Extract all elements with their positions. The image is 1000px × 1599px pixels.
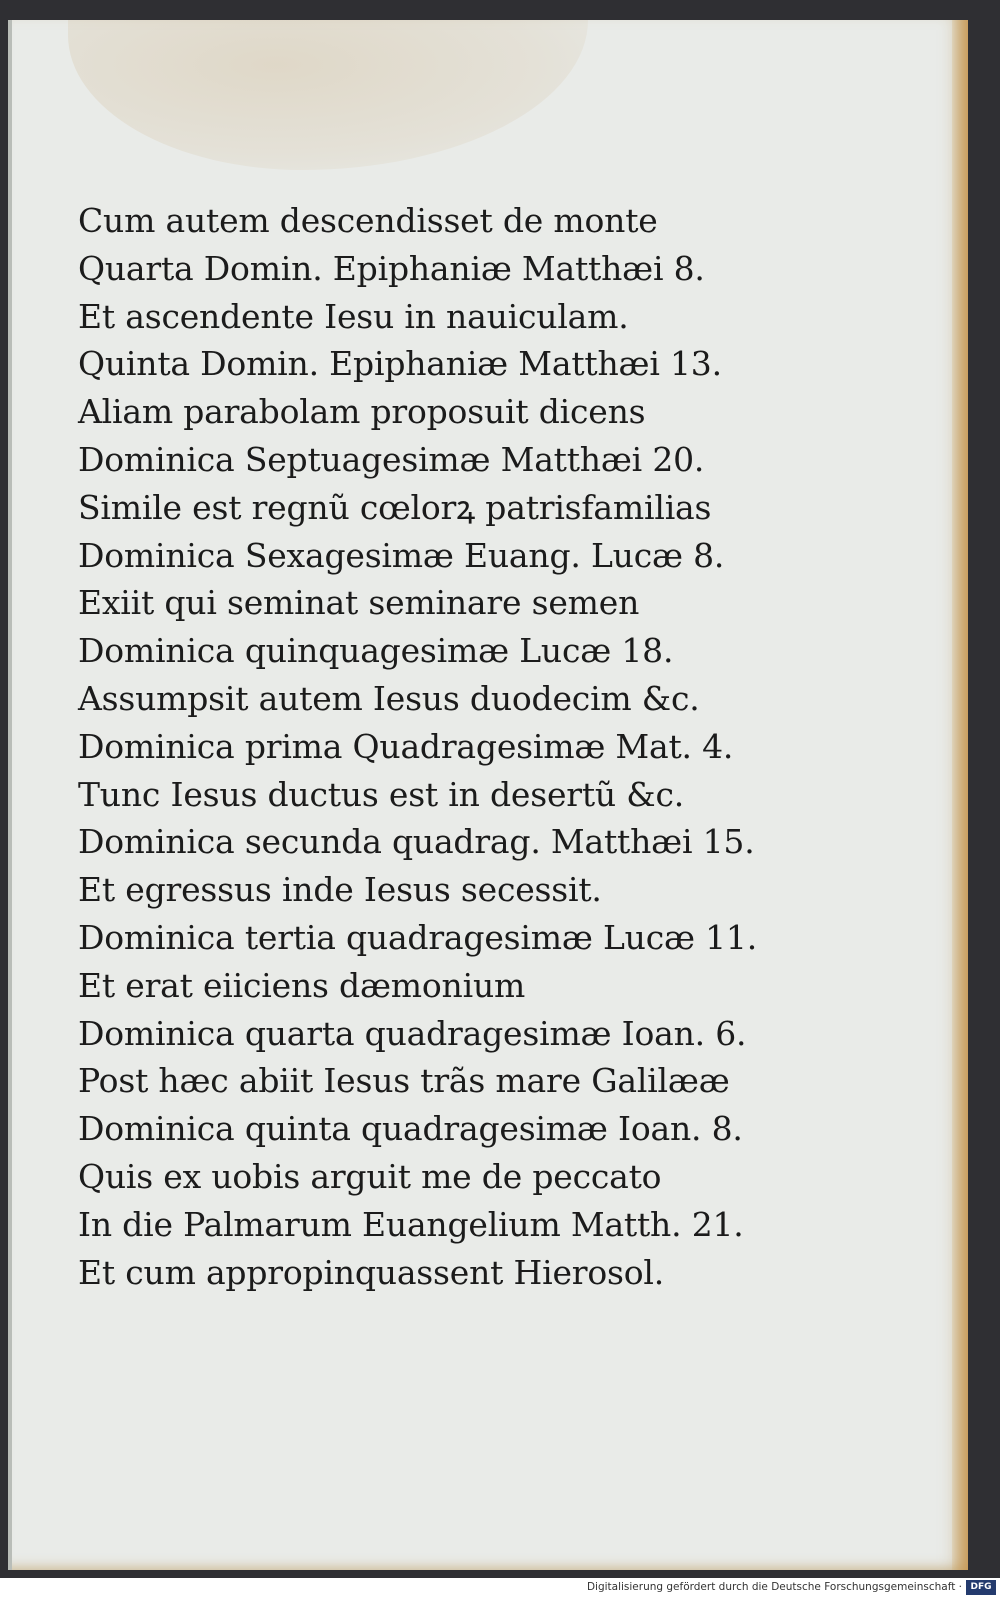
text-line: Simile est regnũ cœlorꝝ patrisfamilias [78, 487, 712, 527]
text-line: Et erat eiiciens dæmonium [78, 965, 526, 1005]
digitization-credit: Digitalisierung gefördert durch die Deutsche Forschungsgemeinschaft · [586, 1581, 962, 1593]
text-line: Exiit qui seminat seminare semen [78, 583, 640, 623]
text-line: Assumpsit autem Iesus duodecim &c. [78, 678, 700, 718]
water-stain [68, 20, 588, 170]
text-line: Et cum appropinquassent Hierosol. [78, 1252, 665, 1292]
text-line: Et ascendente Iesu in nauiculam. [78, 296, 629, 336]
text-line: Cum autem descendisset de monte [78, 201, 658, 240]
document-page [8, 20, 968, 1570]
text-line: Dominica Septuagesimæ Matthæi 20. [78, 439, 705, 479]
text-line: Tunc Iesus ductus est in desertũ &c. [78, 774, 685, 814]
text-line: Dominica quinquagesimæ Lucæ 18. [78, 631, 674, 671]
text-block [78, 197, 778, 1296]
text-line: Et egressus inde Iesus secessit. [78, 870, 602, 910]
text-line: Dominica secunda quadrag. Matthæi 15. [78, 822, 755, 862]
footer-bar [0, 1578, 1000, 1599]
text-line: Dominica quarta quadragesimæ Ioan. 6. [78, 1013, 747, 1053]
dfg-logo: DFG [966, 1580, 996, 1595]
text-line: Dominica Sexagesimæ Euang. Lucæ 8. [78, 535, 725, 575]
text-line: In die Palmarum Euangelium Matth. 21. [78, 1204, 744, 1244]
text-line: Dominica tertia quadragesimæ Lucæ 11. [78, 917, 757, 957]
text-line: Post hæc abiit Iesus trãs mare Galilææ [78, 1061, 730, 1101]
page-left-edge [8, 20, 12, 1570]
text-line: Quinta Domin. Epiphaniæ Matthæi 13. [78, 344, 722, 384]
text-line: Dominica quinta quadragesimæ Ioan. 8. [78, 1109, 743, 1149]
text-line: Quarta Domin. Epiphaniæ Matthæi 8. [78, 248, 705, 288]
text-line: Dominica prima Quadragesimæ Mat. 4. [78, 726, 734, 766]
text-line: Aliam parabolam proposuit dicens [78, 392, 646, 432]
text-line: Quis ex uobis arguit me de peccato [78, 1156, 662, 1196]
page-right-edge [952, 20, 968, 1570]
